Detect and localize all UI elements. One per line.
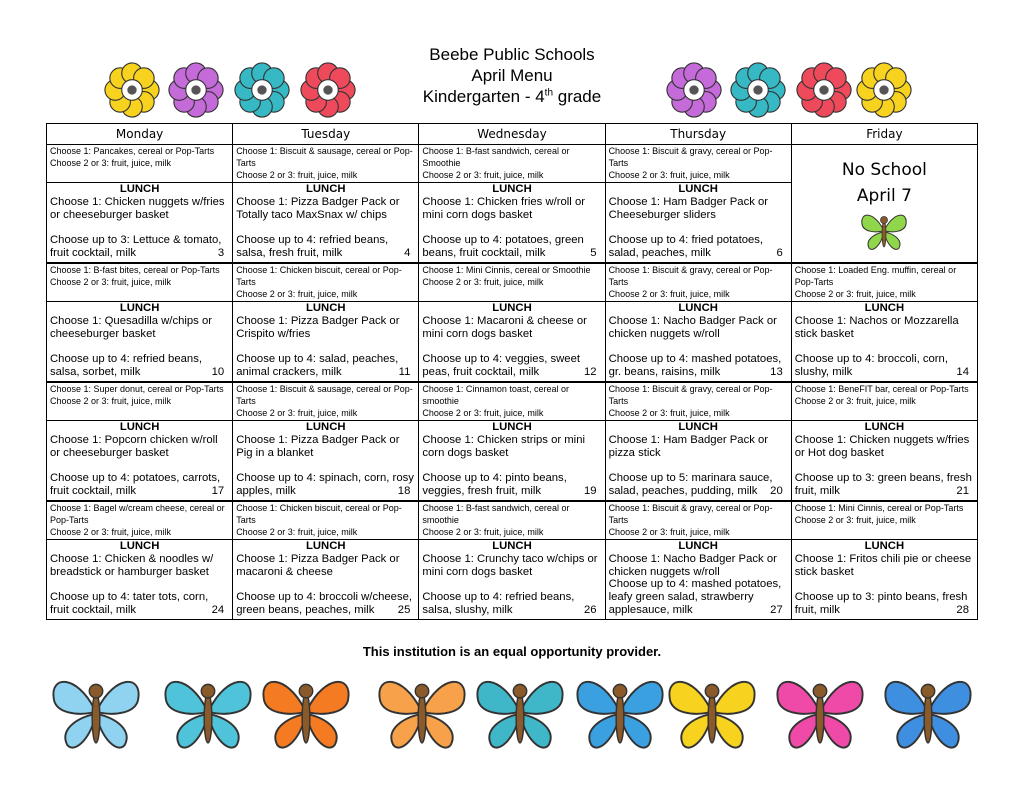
grade-range-suffix: grade	[553, 87, 602, 106]
breakfast-choice: Choose 1: Biscuit & sausage, cereal or Pop-Tarts	[236, 146, 413, 168]
breakfast-choice: Choose 1: Biscuit & sausage, cereal or Pop-Tarts	[236, 384, 413, 406]
breakfast-sides: Choose 2 or 3: fruit, juice, milk	[608, 170, 730, 180]
lunch-heading: LUNCH	[492, 540, 532, 552]
breakfast-cell	[605, 382, 791, 421]
school-name: Beebe Public Schools	[429, 45, 595, 64]
lunch-sides	[236, 234, 415, 260]
lunch-entree: Choose 1: Chicken nuggets w/fries or Hot dog basket	[794, 434, 970, 459]
flower-icon	[666, 62, 722, 118]
breakfast-sides: Choose 2 or 3: fruit, juice, milk	[608, 527, 730, 537]
butterfly-icon	[772, 670, 868, 756]
breakfast-sides: Choose 2 or 3: fruit, juice, milk	[50, 527, 172, 537]
lunch-sides	[50, 353, 229, 379]
lunch-cell	[791, 421, 977, 502]
lunch-heading: LUNCH	[864, 540, 905, 552]
lunch-entree: Choose 1: Chicken nuggets w/fries or cheeseburger basket	[50, 196, 225, 221]
lunch-row	[47, 421, 978, 502]
lunch-cell	[791, 540, 977, 620]
lunch-cell	[605, 183, 791, 264]
lunch-row	[47, 302, 978, 383]
breakfast-cell	[233, 263, 419, 302]
breakfast-choice: Choose 1: B-fast sandwich, cereal or smoothie	[422, 503, 570, 525]
lunch-cell	[419, 540, 605, 620]
lunch-sides	[236, 591, 415, 617]
date-number: 27	[770, 604, 783, 616]
lunch-sides	[236, 353, 415, 379]
breakfast-cell	[233, 501, 419, 540]
flower-icon	[234, 62, 290, 118]
menu-calendar	[46, 123, 978, 620]
lunch-heading: LUNCH	[119, 421, 160, 433]
breakfast-cell	[47, 382, 233, 421]
breakfast-cell	[419, 263, 605, 302]
breakfast-row	[47, 145, 978, 183]
breakfast-choice: Choose 1: Bagel w/cream cheese, cereal or Pop-Tarts	[50, 503, 225, 525]
breakfast-cell	[419, 501, 605, 540]
lunch-sides-text: Choose up to 4: refried beans, salsa, fresh fruit, milk	[236, 234, 389, 259]
flower-icon	[796, 62, 852, 118]
date-number: 24	[211, 604, 225, 616]
breakfast-choice: Choose 1: B-fast bites, cereal or Pop-Tarts	[50, 265, 220, 275]
lunch-cell	[233, 302, 419, 383]
date-number: 12	[583, 366, 597, 378]
page-title	[362, 44, 662, 107]
breakfast-sides: Choose 2 or 3: fruit, juice, milk	[50, 396, 172, 406]
lunch-heading: LUNCH	[492, 302, 532, 314]
breakfast-cell	[605, 145, 791, 183]
header-friday: Friday	[791, 124, 977, 145]
breakfast-choice: Choose 1: BeneFIT bar, cereal or Pop-Tarts	[794, 384, 969, 394]
lunch-entree: Choose 1: Pizza Badger Pack or Crispito w/fries	[236, 315, 400, 340]
breakfast-choice: Choose 1: Biscuit & gravy, cereal or Pop-Tarts	[608, 146, 773, 168]
date-number: 14	[956, 366, 969, 378]
lunch-entree: Choose 1: Ham Badger Pack or pizza stick	[608, 434, 769, 459]
lunch-entree: Choose 1: Nacho Badger Pack or chicken nuggets w/roll	[608, 315, 777, 340]
no-school-butterfly	[859, 209, 909, 254]
lunch-sides	[795, 472, 974, 498]
lunch-entree: Choose 1: Chicken & noodles w/ breadstick or hamburger basket	[50, 553, 214, 578]
lunch-heading: LUNCH	[678, 302, 718, 314]
breakfast-sides: Choose 2 or 3: fruit, juice, milk	[236, 527, 358, 537]
lunch-heading: LUNCH	[864, 302, 905, 314]
breakfast-choice: Choose 1: Chicken biscuit, cereal or Pop-Tarts	[236, 265, 402, 287]
header-thursday: Thursday	[605, 124, 791, 145]
lunch-heading: LUNCH	[119, 302, 160, 314]
lunch-heading: LUNCH	[492, 421, 532, 433]
header-monday: Monday	[47, 124, 233, 145]
date-number: 19	[583, 485, 597, 497]
lunch-heading: LUNCH	[119, 540, 160, 552]
flower-icon	[300, 62, 356, 118]
lunch-sides-text: Choose up to 3: green beans, fresh fruit, milk	[794, 472, 972, 497]
lunch-cell	[419, 421, 605, 502]
flower-icon	[730, 62, 786, 118]
flower-icon	[104, 62, 160, 118]
breakfast-sides: Choose 2 or 3: fruit, juice, milk	[236, 408, 358, 418]
lunch-entree: Choose 1: Crunchy taco w/chips or mini corn dogs basket	[422, 553, 598, 578]
breakfast-choice: Choose 1: B-fast sandwich, cereal or Smoothie	[422, 146, 570, 168]
breakfast-sides: Choose 2 or 3: fruit, juice, milk	[608, 289, 730, 299]
butterfly-icon	[572, 670, 668, 756]
breakfast-sides: Choose 2 or 3: fruit, juice, milk	[608, 408, 730, 418]
lunch-sides-text: Choose up to 4: spinach, corn, rosy apples, milk	[236, 472, 414, 497]
no-school-label: No School	[841, 160, 927, 180]
breakfast-choice: Choose 1: Biscuit & gravy, cereal or Pop-Tarts	[608, 503, 773, 525]
lunch-sides	[795, 353, 974, 379]
lunch-cell	[791, 302, 977, 383]
lunch-entree: Choose 1: Popcorn chicken w/roll or cheeseburger basket	[50, 434, 218, 459]
lunch-sides	[50, 234, 229, 260]
breakfast-row	[47, 263, 978, 302]
grade-range-prefix: Kindergarten - 4	[422, 87, 545, 106]
lunch-heading: LUNCH	[306, 302, 346, 314]
breakfast-choice: Choose 1: Pancakes, cereal or Pop-Tarts	[50, 146, 215, 156]
breakfast-sides: Choose 2 or 3: fruit, juice, milk	[236, 170, 358, 180]
lunch-heading: LUNCH	[864, 421, 905, 433]
date-number: 5	[590, 247, 597, 259]
breakfast-cell	[47, 501, 233, 540]
breakfast-sides: Choose 2 or 3: fruit, juice, milk	[422, 170, 544, 180]
breakfast-sides: Choose 2 or 3: fruit, juice, milk	[50, 158, 172, 168]
date-number: 3	[217, 247, 225, 259]
lunch-cell	[605, 302, 791, 383]
lunch-sides	[609, 234, 788, 260]
breakfast-cell	[419, 145, 605, 183]
lunch-entree: Choose 1: Chicken fries w/roll or mini corn dogs basket	[422, 196, 585, 221]
lunch-sides	[50, 591, 229, 617]
header-wednesday: Wednesday	[419, 124, 605, 145]
lunch-sides-text: Choose up to 3: Lettuce & tomato, fruit cocktail, milk	[50, 234, 222, 259]
date-number: 13	[770, 366, 783, 378]
menu-title: April Menu	[471, 66, 553, 85]
breakfast-sides: Choose 2 or 3: fruit, juice, milk	[422, 527, 544, 537]
breakfast-choice: Choose 1: Biscuit & gravy, cereal or Pop-Tarts	[608, 384, 773, 406]
breakfast-cell	[791, 263, 977, 302]
breakfast-choice: Choose 1: Super donut, cereal or Pop-Tarts	[50, 384, 224, 394]
date-number: 17	[211, 485, 225, 497]
lunch-cell	[47, 183, 233, 264]
lunch-sides	[422, 234, 601, 260]
breakfast-cell	[791, 501, 977, 540]
lunch-sides	[50, 472, 229, 498]
breakfast-sides: Choose 2 or 3: fruit, juice, milk	[794, 515, 916, 525]
lunch-entree: Choose 1: Pizza Badger Pack or macaroni & cheese	[236, 553, 400, 578]
flower-icon	[856, 62, 912, 118]
lunch-sides	[422, 353, 601, 379]
breakfast-cell	[791, 382, 977, 421]
lunch-cell	[233, 183, 419, 264]
breakfast-cell	[419, 382, 605, 421]
lunch-sides-text: Choose up to 4: mashed potatoes, gr. beans, raisins, milk	[608, 353, 782, 378]
lunch-cell	[605, 540, 791, 620]
breakfast-cell	[233, 145, 419, 183]
lunch-sides-text: Choose up to 4: salad, peaches, animal crackers, milk	[236, 353, 399, 378]
date-number: 21	[956, 485, 969, 497]
lunch-cell	[419, 183, 605, 264]
equal-opportunity-statement: This institution is an equal opportunity provider.	[362, 644, 662, 659]
breakfast-row	[47, 501, 978, 540]
lunch-cell	[605, 421, 791, 502]
lunch-sides-text: Choose up to 3: pinto beans, fresh fruit, milk	[794, 591, 968, 616]
breakfast-sides: Choose 2 or 3: fruit, juice, milk	[422, 277, 544, 287]
date-number: 10	[211, 366, 225, 378]
date-number: 4	[404, 247, 411, 259]
lunch-heading: LUNCH	[678, 421, 718, 433]
butterfly-icon	[48, 670, 144, 756]
butterfly-icon	[258, 670, 354, 756]
flower-icon	[168, 62, 224, 118]
lunch-heading: LUNCH	[119, 183, 160, 195]
butterfly-icon	[472, 670, 568, 756]
breakfast-cell	[605, 501, 791, 540]
lunch-sides	[236, 472, 415, 498]
lunch-entree: Choose 1: Chicken strips or mini corn dogs basket	[422, 434, 585, 459]
lunch-heading: LUNCH	[306, 421, 346, 433]
lunch-cell	[419, 302, 605, 383]
lunch-sides-text: Choose up to 4: fried potatoes, salad, peaches, milk	[608, 234, 764, 259]
lunch-sides	[609, 472, 788, 498]
date-number: 20	[770, 485, 783, 497]
date-number: 18	[397, 485, 411, 497]
breakfast-choice: Choose 1: Mini Cinnis, cereal or Smoothie	[422, 265, 591, 275]
breakfast-choice: Choose 1: Cinnamon toast, cereal or smoothie	[422, 384, 569, 406]
lunch-heading: LUNCH	[306, 183, 346, 195]
lunch-sides-text: Choose up to 4: tater tots, corn, fruit cocktail, milk	[50, 591, 209, 616]
breakfast-choice: Choose 1: Mini Cinnis, cereal or Pop-Tarts	[794, 503, 964, 513]
butterfly-icon	[664, 670, 760, 756]
breakfast-cell	[47, 263, 233, 302]
breakfast-sides: Choose 2 or 3: fruit, juice, milk	[794, 289, 916, 299]
no-school-date: April 7	[856, 186, 912, 206]
lunch-sides-text: Choose up to 4: pinto beans, veggies, fresh fruit, milk	[422, 472, 567, 497]
lunch-entree: Choose 1: Quesadilla w/chips or cheeseburger basket	[50, 315, 213, 340]
grade-range-sup: th	[544, 87, 554, 99]
lunch-sides-text: Choose up to 5: marinara sauce, salad, peaches, pudding, milk	[608, 472, 773, 497]
lunch-entree: Choose 1: Macaroni & cheese or mini corn dogs basket	[422, 315, 587, 340]
lunch-sides-text: Choose up to 4: potatoes, carrots, fruit cocktail, milk	[50, 472, 221, 497]
butterfly-icon	[374, 670, 470, 756]
lunch-row	[47, 540, 978, 620]
weekday-header-row	[47, 124, 978, 145]
lunch-entree: Choose 1: Nacho Badger Pack or chicken nuggets w/roll	[608, 553, 777, 578]
breakfast-sides: Choose 2 or 3: fruit, juice, milk	[236, 289, 358, 299]
lunch-sides-text: Choose up to 4: broccoli, corn, slushy, milk	[794, 353, 948, 378]
lunch-sides	[609, 578, 788, 617]
lunch-sides-text: Choose up to 4: broccoli w/cheese, green beans, peaches, milk	[236, 591, 413, 616]
breakfast-sides: Choose 2 or 3: fruit, juice, milk	[794, 396, 916, 406]
lunch-cell	[47, 421, 233, 502]
lunch-sides	[795, 591, 974, 617]
lunch-heading: LUNCH	[678, 183, 718, 195]
lunch-heading: LUNCH	[492, 183, 532, 195]
lunch-sides-text: Choose up to 4: refried beans, salsa, sorbet, milk	[50, 353, 202, 378]
lunch-cell	[47, 540, 233, 620]
grade-range	[362, 86, 662, 107]
breakfast-cell	[605, 263, 791, 302]
breakfast-row	[47, 382, 978, 421]
breakfast-choice: Choose 1: Biscuit & gravy, cereal or Pop-Tarts	[608, 265, 773, 287]
no-school-cell	[791, 145, 977, 264]
breakfast-choice: Choose 1: Chicken biscuit, cereal or Pop-Tarts	[236, 503, 402, 525]
lunch-entree: Choose 1: Fritos chili pie or cheese stick basket	[794, 553, 972, 578]
lunch-heading: LUNCH	[306, 540, 346, 552]
lunch-sides-text: Choose up to 4: mashed potatoes, leafy green salad, strawberry applesauce, milk	[608, 578, 782, 616]
lunch-heading: LUNCH	[678, 540, 718, 552]
lunch-sides	[422, 472, 601, 498]
lunch-entree: Choose 1: Pizza Badger Pack or Totally taco MaxSnax w/ chips	[236, 196, 400, 221]
breakfast-choice: Choose 1: Loaded Eng. muffin, cereal or Pop-Tarts	[794, 265, 957, 287]
breakfast-cell	[47, 145, 233, 183]
lunch-sides-text: Choose up to 4: refried beans, salsa, slushy, milk	[422, 591, 575, 616]
lunch-cell	[233, 421, 419, 502]
lunch-entree: Choose 1: Nachos or Mozzarella stick basket	[794, 315, 959, 340]
lunch-entree: Choose 1: Pizza Badger Pack or Pig in a blanket	[236, 434, 400, 459]
breakfast-cell	[233, 382, 419, 421]
lunch-cell	[233, 540, 419, 620]
breakfast-sides: Choose 2 or 3: fruit, juice, milk	[422, 408, 544, 418]
date-number: 25	[397, 604, 411, 616]
breakfast-sides: Choose 2 or 3: fruit, juice, milk	[50, 277, 172, 287]
lunch-sides-text: Choose up to 4: potatoes, green beans, fruit cocktail, milk	[422, 234, 584, 259]
date-number: 26	[583, 604, 597, 616]
date-number: 11	[398, 366, 411, 378]
lunch-sides	[609, 353, 788, 379]
lunch-entree: Choose 1: Ham Badger Pack or Cheeseburger sliders	[608, 196, 769, 221]
butterfly-icon	[160, 670, 256, 756]
date-number: 6	[776, 247, 783, 259]
butterfly-icon	[880, 670, 976, 756]
lunch-cell	[47, 302, 233, 383]
lunch-sides	[422, 591, 601, 617]
lunch-sides-text: Choose up to 4: veggies, sweet peas, fruit cocktail, milk	[422, 353, 581, 378]
date-number: 28	[956, 604, 969, 616]
header-tuesday: Tuesday	[233, 124, 419, 145]
